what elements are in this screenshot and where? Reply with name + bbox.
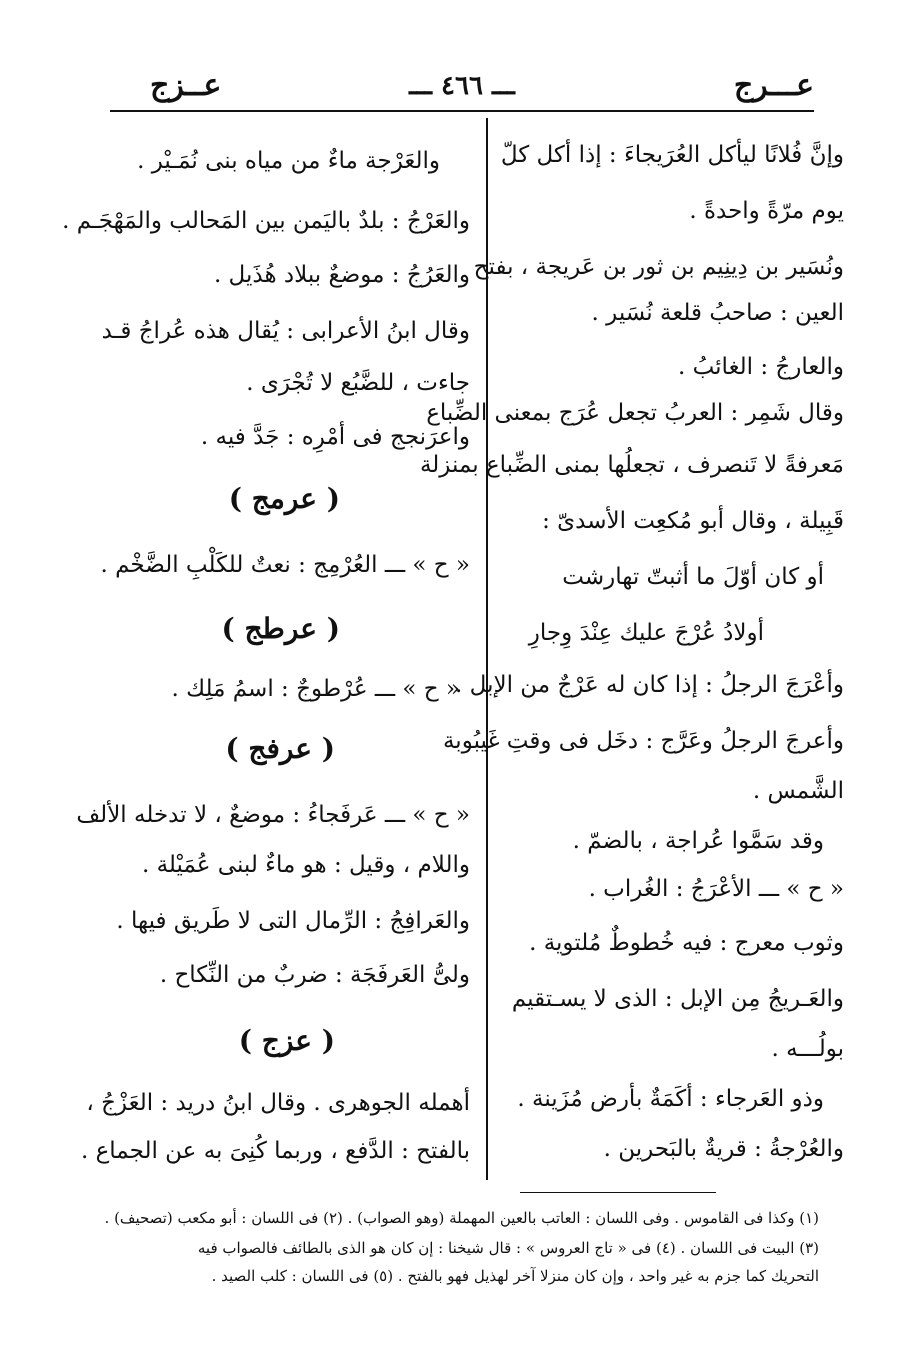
text-line: يوم مرّةً واحدةً . [689,198,844,224]
text-line: وأعرجَ الرجلُ وعَرَّج : دخَل فى وقتِ غَيبُوبة [442,728,844,754]
page-header [110,66,814,110]
text-line: « ح » ـــ العُرْمِج : نعتٌ للكَلْبِ الضَّخْم . [100,552,470,578]
header-rule [110,110,814,112]
footnote-rule [520,1192,716,1193]
text-line: قَبِيلة ، وقال أبو مُكعِت الأسدىّ : [542,508,844,534]
text-line: وثوب معرج : فيه خُطوطٌ مُلتوية . [529,930,844,956]
text-line: وقال شَمِر : العربُ تجعل عُرَج بمعنى الضِّباع [426,400,844,426]
verse-line: أولادُ عُرْجَ عليك عِنْدَ وِجارِ [528,620,764,646]
page-number: ـــ ٤٦٦ ـــ [409,71,515,101]
entry-heading: ( عرمج ) [228,482,340,515]
text-line: بولُـــه . [771,1036,844,1062]
footnote-line: التحريك كما جزم به غير واحد ، وإن كان منزلا آخر لهذيل فهو بالفتح . (٥) فى اللسان : كلب الصيد . [211,1267,819,1285]
entry-heading: ( عرفج ) [225,732,335,765]
text-line: مَعرفةً لا تَنصرف ، تجعلُها بمنى الضِّباع بمنزلة [419,452,844,478]
text-line: « ح » ـــ عَرفَجاءُ : موضعٌ ، لا تدخله الألف [76,802,470,828]
text-line: والعَرْجُ : بلدٌ باليَمن بين المَحالب والمَهْجَـم . [62,208,470,234]
text-line: وقال ابنُ الأعرابى : يُقال هذه عُراجُ قـد [101,318,470,344]
text-line: وذو العَرجاء : أكَمَةٌ بأرض مُزَينة . [517,1086,824,1112]
text-line: والعَرْجة ماءٌ من مياه بنى نُمَـيْر . [137,148,440,174]
text-line: أهمله الجوهرى . وقال ابنُ دريد : العَزْجُ ، [86,1090,470,1116]
text-line: واعرَنجج فى أمْرِه : جَدَّ فيه . [200,424,470,450]
text-line: واللام ، وقيل : هو ماءٌ لبنى عُمَيْلة . [141,852,470,878]
footnote-line: (٣) البيت فى اللسان . (٤) فى « تاج العروس » : قال شيخنا : إن كان هو الذى بالطائف فالصواب فيه [197,1239,819,1257]
entry-heading: ( عزج ) [238,1024,335,1057]
text-line: وقد سَمَّوا عُراجة ، بالضمّ . [572,828,824,854]
header-root-right: عـــرج [733,68,814,103]
text-line: الشَّمس . [752,778,844,804]
verse-line: أو كان أوّلَ ما أثبتّ تهارشت [562,564,824,590]
text-line: ولىُّ العَرفَجَة : ضربٌ من النِّكاح . [159,962,470,988]
footnote-line: (١) وكذا فى القاموس . وفى اللسان : العاتب بالعين المهملة (وهو الصواب) . (٢) فى اللسان : أبو مكعب (تصحيف) . [104,1209,819,1227]
text-line: والعَـريجُ مِن الإبل : الذى لا يسـتقيم [511,986,844,1012]
text-line: جاءت ، للضَّبُع لا تُجْرَى . [246,370,470,396]
text-line: والعارجُ : الغائبُ . [677,354,844,380]
entry-heading: ( عرطج ) [221,612,340,645]
text-line: « ح » ـــ الأعْرَجُ : الغُراب . [588,876,844,902]
text-line: وأعْرَجَ الرجلُ : إذا كان له عَرْجٌ من الإبل . [455,672,844,698]
text-line: العين : صاحبُ قلعة نُسَير . [591,300,844,326]
text-line: « ح » ـــ عُرْطوجٌ : اسمُ مَلِك . [171,676,460,702]
text-line: والعَرافِجُ : الرِّمال التى لا طَريق فيها . [116,908,470,934]
text-line: ونُسَير بن دِينِيم بن ثور بن عَريجة ، بفتح [473,254,844,280]
text-line: وإنَّ فُلانًا ليأكل العُرَيجاءَ : إذا أكل كلّ [500,142,844,168]
text-line: بالفتح : الدَّفع ، وربما كُنِىَ به عن الجماع . [80,1138,470,1164]
text-line: والعُرْجةُ : قريةٌ بالبَحرين . [603,1136,844,1162]
text-line: والعَرُجُ : موضعٌ ببلاد هُذَيل . [213,262,470,288]
header-root-left: عــزج [150,68,222,103]
